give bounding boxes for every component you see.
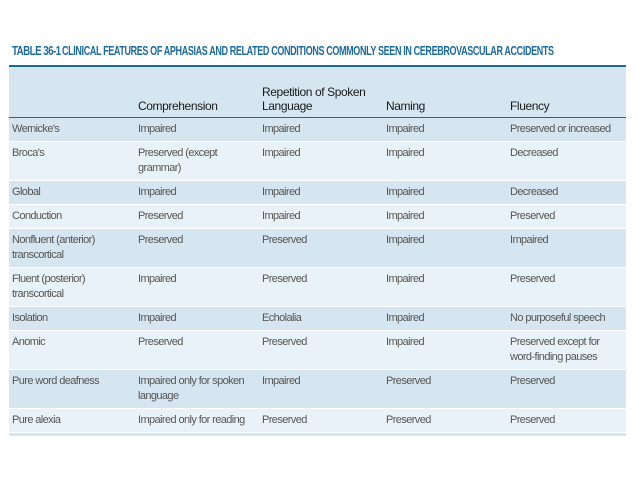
fluency-cell: Decreased <box>507 181 626 205</box>
fluency-cell: Preserved or increased <box>507 118 626 142</box>
table-row <box>9 307 626 331</box>
comprehension-cell: Preserved <box>135 331 259 370</box>
fluency-cell: No purposeful speech <box>507 307 626 331</box>
condition-cell: Nonfluent (anterior) transcortical <box>9 229 135 268</box>
fluency-cell: Preserved <box>507 370 626 409</box>
condition-cell: Conduction <box>9 205 135 229</box>
comprehension-cell: Impaired <box>135 268 259 307</box>
naming-cell: Impaired <box>383 118 507 142</box>
table-row <box>9 370 626 409</box>
comprehension-cell: Impaired only for reading <box>135 409 259 433</box>
repetition-cell: Preserved <box>259 409 383 433</box>
naming-cell: Impaired <box>383 229 507 268</box>
comprehension-cell: Preserved <box>135 205 259 229</box>
table-row <box>9 331 626 370</box>
naming-cell: Impaired <box>383 205 507 229</box>
repetition-cell: Impaired <box>259 370 383 409</box>
comprehension-cell: Impaired only for spoken language <box>135 370 259 409</box>
table-title: CLINICAL FEATURES OF APHASIAS AND RELATED CONDITIONS COMMONLY SEEN IN CEREBROVASCULAR ACCIDENTS <box>62 44 554 58</box>
comprehension-cell: Preserved <box>135 229 259 268</box>
fluency-cell: Preserved except for word-finding pauses <box>507 331 626 370</box>
fluency-cell: Preserved <box>507 205 626 229</box>
condition-cell: Anomic <box>9 331 135 370</box>
table-title-bar <box>9 37 626 67</box>
comprehension-cell: Preserved (except grammar) <box>135 142 259 181</box>
condition-cell: Isolation <box>9 307 135 331</box>
column-header-fluency: Fluency <box>507 70 626 118</box>
table-row <box>9 142 626 181</box>
condition-cell: Fluent (posterior) transcortical <box>9 268 135 307</box>
condition-cell: Global <box>9 181 135 205</box>
table-sheet <box>9 37 626 436</box>
condition-cell: Broca's <box>9 142 135 181</box>
repetition-cell: Preserved <box>259 229 383 268</box>
repetition-cell: Impaired <box>259 181 383 205</box>
repetition-cell: Impaired <box>259 118 383 142</box>
fluency-cell: Preserved <box>507 409 626 433</box>
fluency-cell: Preserved <box>507 268 626 307</box>
repetition-cell: Impaired <box>259 142 383 181</box>
naming-cell: Preserved <box>383 370 507 409</box>
condition-cell: Pure alexia <box>9 409 135 433</box>
repetition-cell: Impaired <box>259 205 383 229</box>
header-row <box>9 70 626 118</box>
table-row <box>9 229 626 268</box>
naming-cell: Impaired <box>383 268 507 307</box>
repetition-cell: Echolalia <box>259 307 383 331</box>
naming-cell: Preserved <box>383 409 507 433</box>
table-row <box>9 181 626 205</box>
comprehension-cell: Impaired <box>135 307 259 331</box>
comprehension-cell: Impaired <box>135 181 259 205</box>
column-header-condition <box>9 70 135 118</box>
naming-cell: Impaired <box>383 181 507 205</box>
table-row <box>9 268 626 307</box>
repetition-cell: Preserved <box>259 331 383 370</box>
condition-cell: Pure word deafness <box>9 370 135 409</box>
table-row <box>9 409 626 433</box>
table-number: TABLE 36-1 <box>12 44 61 58</box>
fluency-cell: Impaired <box>507 229 626 268</box>
naming-cell: Impaired <box>383 331 507 370</box>
fluency-cell: Decreased <box>507 142 626 181</box>
aphasia-table <box>9 70 626 433</box>
condition-cell: Wernicke's <box>9 118 135 142</box>
repetition-cell: Preserved <box>259 268 383 307</box>
table-row <box>9 118 626 142</box>
column-header-comprehension: Comprehension <box>135 70 259 118</box>
column-header-naming: Naming <box>383 70 507 118</box>
naming-cell: Impaired <box>383 307 507 331</box>
naming-cell: Impaired <box>383 142 507 181</box>
table-row <box>9 205 626 229</box>
column-header-repetition: Repetition of Spoken Language <box>259 70 383 118</box>
comprehension-cell: Impaired <box>135 118 259 142</box>
